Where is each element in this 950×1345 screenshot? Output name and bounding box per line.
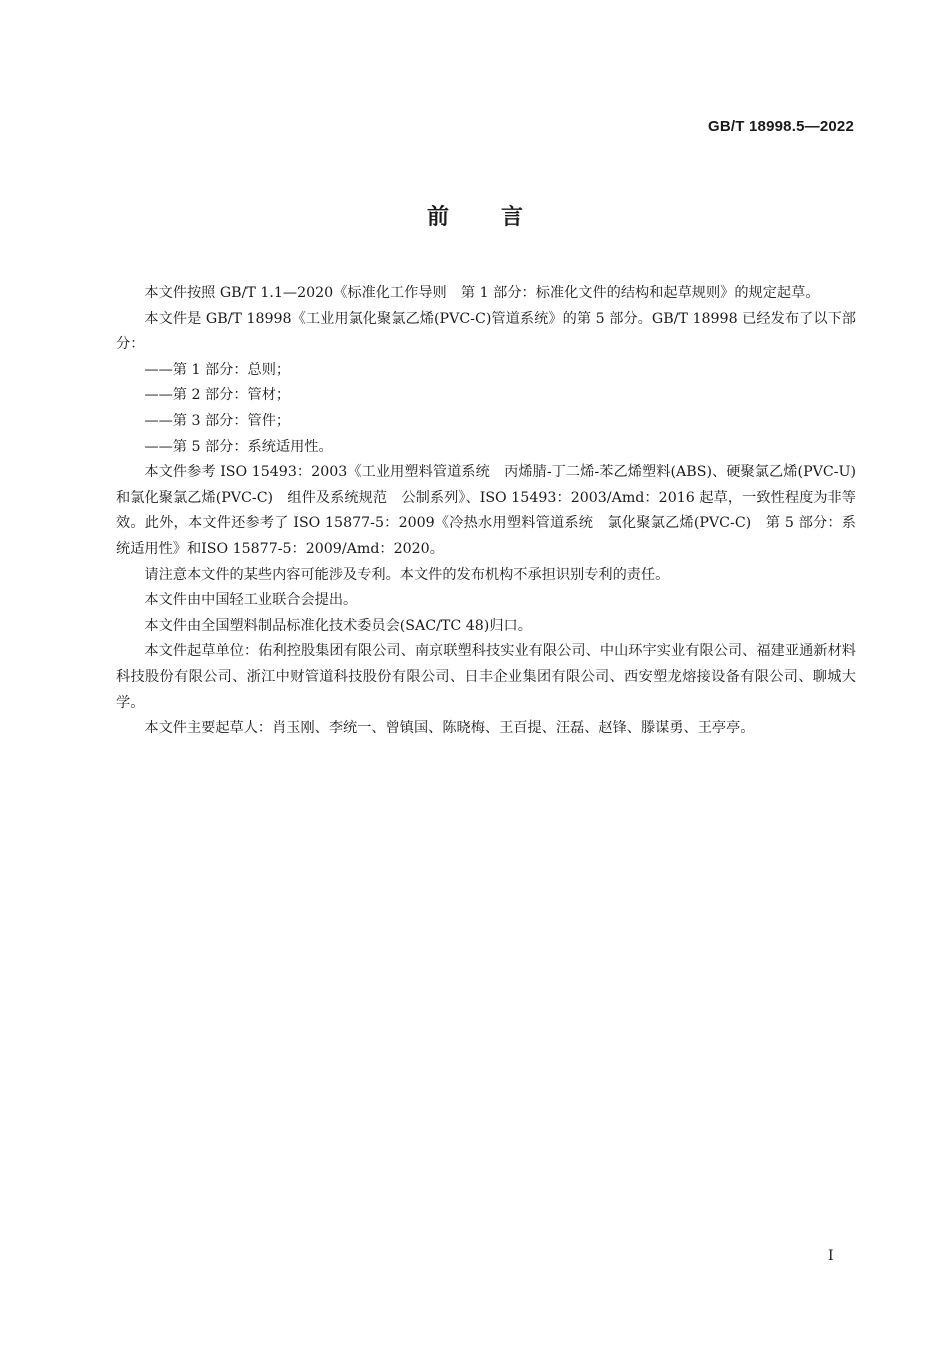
page-title: 前言 bbox=[426, 205, 575, 230]
paragraph-committee: 本文件由全国塑料制品标准化技术委员会(SAC/TC 48)归口。 bbox=[144, 617, 532, 634]
list-item: ——第 3 部分：管件； bbox=[144, 412, 291, 429]
document-body bbox=[116, 281, 856, 742]
page-number: I bbox=[828, 1248, 834, 1264]
list-item: ——第 1 部分：总则； bbox=[144, 361, 291, 378]
paragraph-drafting-units: 本文件起草单位：佑利控股集团有限公司、南京联塑科技实业有限公司、中山环宇实业有限公司、福建亚通新材料科技股份有限公司、浙江中财管道科技股份有限公司、日丰企业集团有限公司、西安塑龙熔接设备有限公司、聊城大学。 bbox=[116, 643, 856, 711]
standard-code: GB/T 18998.5—2022 bbox=[708, 118, 854, 135]
paragraph-proposer: 本文件由中国轻工业联合会提出。 bbox=[144, 592, 358, 609]
paragraph-references: 本文件参考 ISO 15493：2003《工业用塑料管道系统 丙烯腈-丁二烯-苯乙烯塑料(ABS)、硬聚氯乙烯(PVC-U)和氯化聚氯乙烯(PVC-C) 组件及系统规范 公制系列》、ISO 15493：2003/Amd：2016 起草，一致性程度为非等效。此外，本文件还参考了 ISO 15877-5：2009《冷热水用塑料管道系统 氯化聚氯乙烯(PVC-C) 第 5 部分：系统适用性》和ISO 15877-5：2009/Amd：2020。 bbox=[116, 464, 856, 557]
paragraph-patent-notice: 请注意本文件的某些内容可能涉及专利。本文件的发布机构不承担识别专利的责任。 bbox=[144, 566, 670, 583]
paragraph-drafting-rules: 本文件按照 GB/T 1.1—2020《标准化工作导则 第 1 部分：标准化文件的结构和起草规则》的规定起草。 bbox=[144, 285, 820, 301]
paragraph-series-parts: 本文件是 GB/T 18998《工业用氯化聚氯乙烯(PVC-C)管道系统》的第 5 部分。GB/T 18998 已经发布了以下部分： bbox=[116, 310, 856, 353]
list-item: ——第 2 部分：管材； bbox=[144, 387, 291, 404]
list-item: ——第 5 部分：系统适用性。 bbox=[144, 438, 333, 455]
paragraph-drafters: 本文件主要起草人：肖玉刚、李统一、曾镇国、陈晓梅、王百提、汪磊、赵锋、滕谋勇、王亭亭。 bbox=[144, 720, 755, 737]
